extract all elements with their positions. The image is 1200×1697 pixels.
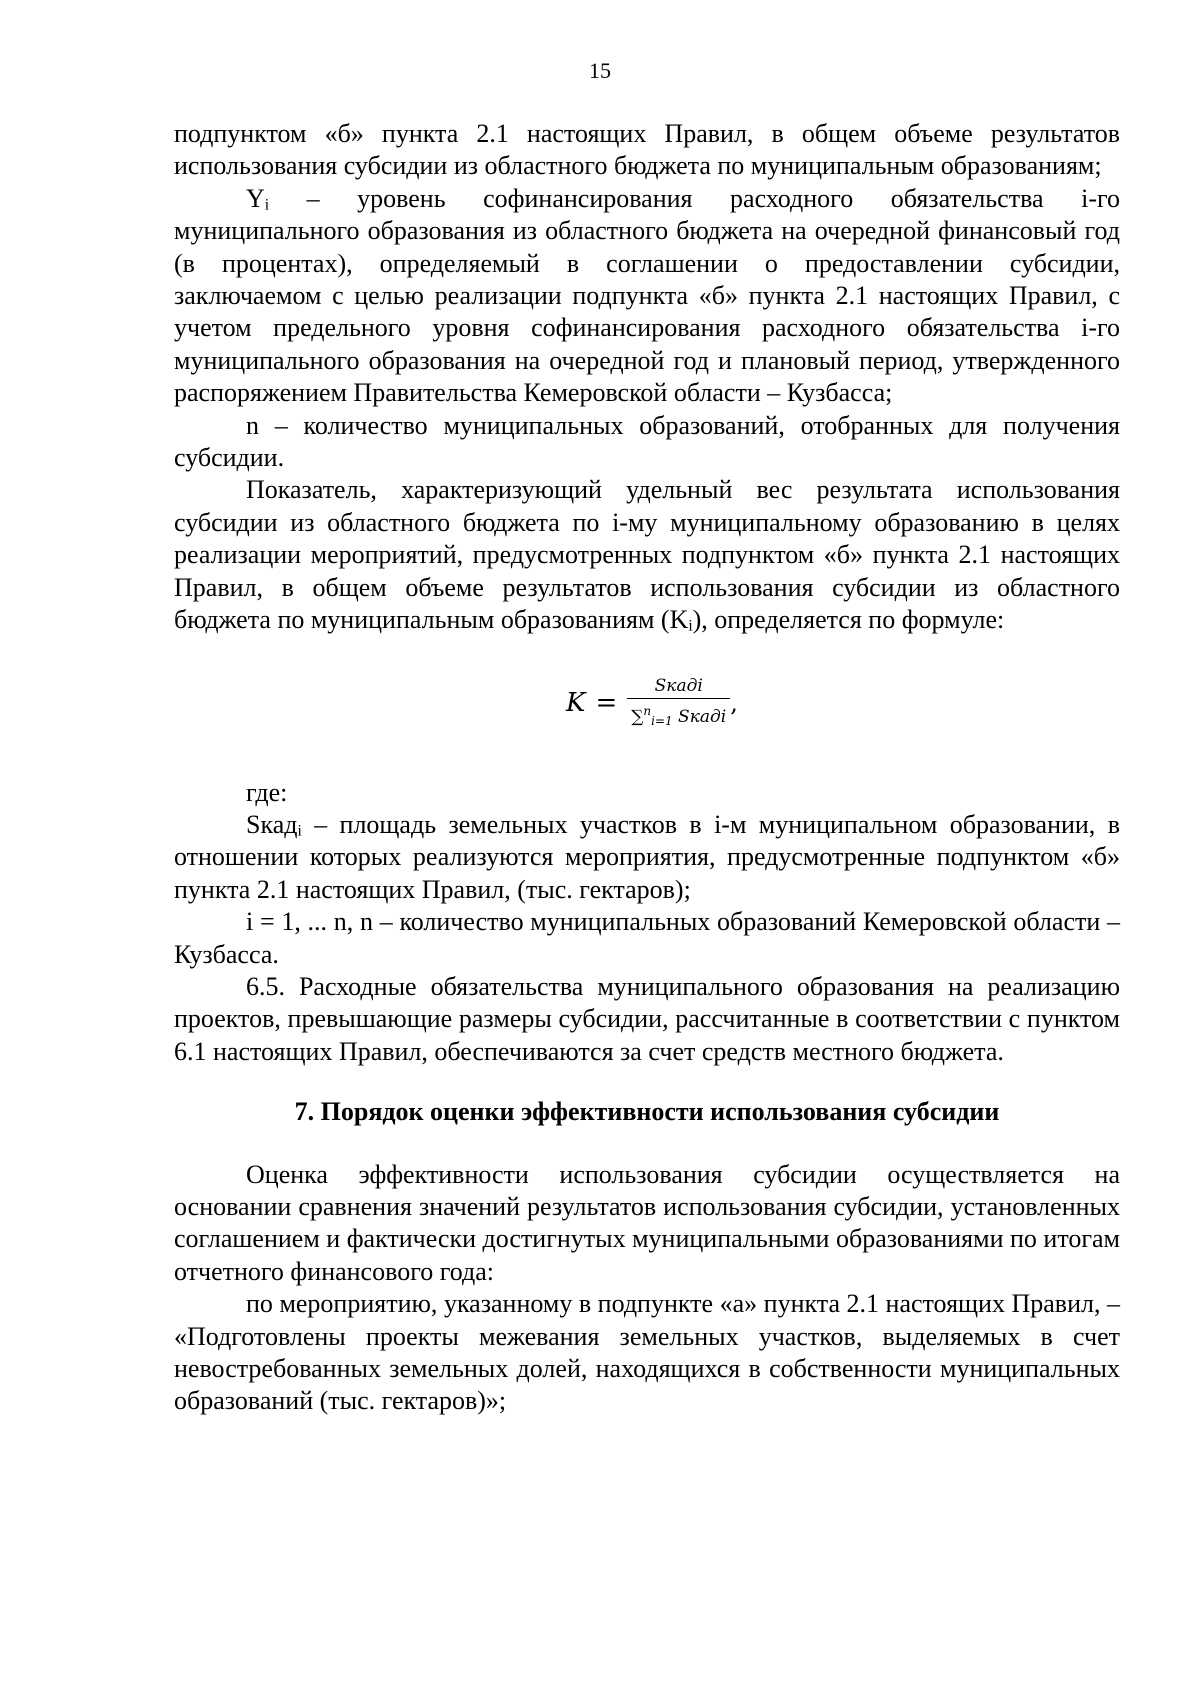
paragraph-n-definition: n – количество муниципальных образований, отобранных для получения субсидии. <box>174 410 1120 473</box>
formula-denominator-term: Sкадi <box>678 707 727 727</box>
paragraph-where: где: <box>246 777 288 807</box>
formula-denominator <box>627 698 730 731</box>
paragraph-measure-a: по мероприятию, указанному в подпункте «а» пункта 2.1 настоящих Правил, – «Подготовлены проекты межевания земельных участков, выделяемых в счет невостребованных земельных долей, находящихся в собственности муниципальных образований (тыс. гектаров)»; <box>174 1289 1120 1416</box>
formula-trailing-comma: , <box>730 688 738 717</box>
formula <box>566 669 738 739</box>
formula-lhs: K <box>566 688 586 719</box>
paragraph-efficiency-assessment: Оценка эффективности использования субсидии осуществляется на основании сравнения значений результатов использования субсидии, установленных соглашением и фактически достигнутых муниципальными образованиями по итогам отчетного финансового года: <box>174 1159 1120 1286</box>
formula-fraction <box>627 676 730 731</box>
formula-sum-sign: ∑ <box>631 707 644 727</box>
paragraph-skad-definition: Sкадᵢ – площадь земельных участков в i-м муниципальном образовании, в отношении которых реализуются мероприятия, предусмотренные подпунктом «б» пункта 2.1 настоящих Правил, (тыс. гектаров); <box>174 809 1120 904</box>
formula-sum-upper: n <box>643 704 652 718</box>
paragraph-i-range: i = 1, ... n, n – количество муниципальных образований Кемеровской области – Кузбасса. <box>174 907 1120 969</box>
formula-equals: = <box>595 688 618 719</box>
formula-numerator: Sкадi <box>654 676 703 696</box>
paragraph-continuation: подпунктом «б» пункта 2.1 настоящих Правил, в общем объеме результатов использования субсидии из областного бюджета по муниципальным образованиям; <box>174 119 1120 181</box>
page-number: 15 <box>589 58 611 83</box>
section-heading: 7. Порядок оценки эффективности использования субсидии <box>294 1097 1000 1127</box>
paragraph-clause-6-5: 6.5. Расходные обязательства муниципального образования на реализацию проектов, превышающие размеры субсидии, рассчитанные в соответствии с пунктом 6.1 настоящих Правил, обеспечиваются за счет средств местного бюджета. <box>174 971 1120 1066</box>
paragraph-yi-definition: Yᵢ – уровень софинансирования расходного обязательства i-го муниципального образования из областного бюджета на очередной финансовый год (в процентах), определяемый в соглашении о предоставлении субсидии, заключаемом с целью реализации подпункта «б» пункта 2.1 настоящих Правил, с учетом предельного уровня софинансирования расходного обязательства i-го муниципального образования на очередной год и плановый период, утвержденного распоряжением Правительства Кемеровской области – Кузбасса; <box>174 183 1120 408</box>
document-body <box>174 118 1120 1418</box>
paragraph-indicator-description: Показатель, характеризующий удельный вес результата использования субсидии из областного бюджета по i-му муниципальному образованию в целях реализации мероприятий, предусмотренных подпунктом «б» пункта 2.1 настоящих Правил, в общем объеме результатов использования субсидии из областного бюджета по муниципальным образованиям (Kᵢ), определяется по формуле: <box>174 475 1120 635</box>
formula-block <box>174 663 1120 749</box>
formula-sum-lower: i=1 <box>651 714 673 728</box>
